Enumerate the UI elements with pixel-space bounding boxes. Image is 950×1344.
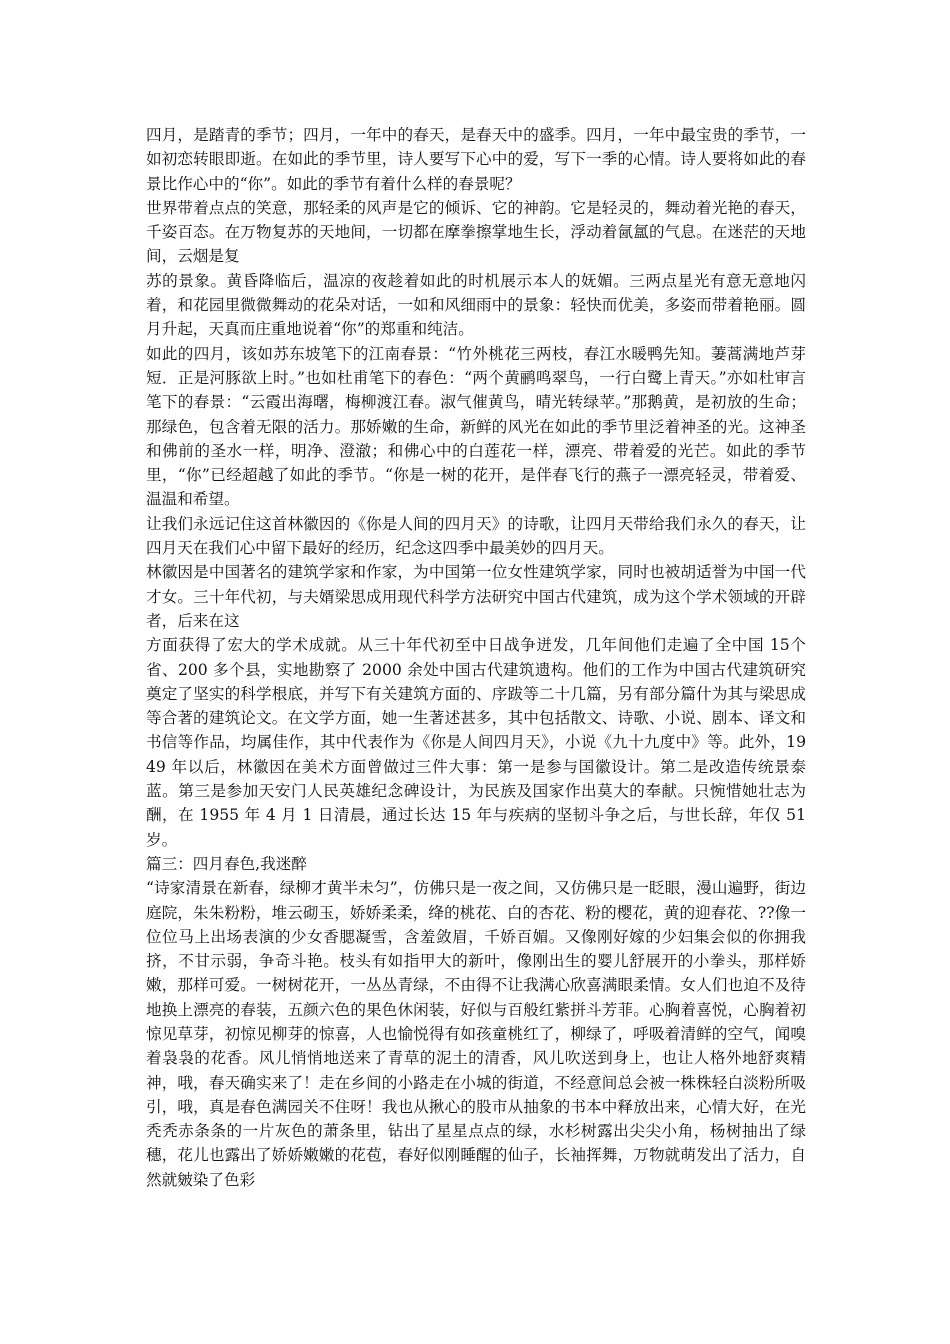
paragraph-1: 四月，是踏青的季节；四月，一年中的春天，是春天中的盛季。四月，一年中最宝贵的季节，一如初恋转眼即逝。在如此的季节里，诗人要写下心中的爱，写下一季的心情。诗人要将如此的春景比作心中的“你”。如此的季节有着什么样的春景呢？ <box>146 126 806 193</box>
paragraph-4: 如此的四月，该如苏东坡笔下的江南春景：“竹外桃花三两枝，春江水暖鸭先知。萋蒿满地芦芽短．正是河豚欲上时。”也如杜甫笔下的春色：“两个黄鹂鸣翠鸟，一行白鹭上青天。”亦如杜审言笔下的春景：“云霞出海曙，梅柳渡江春。淑气催黄鸟，晴光转绿苹。”那鹅黄，是初放的生命；那绿色，包含着无限的活力。那娇嫩的生命，新鲜的风光在如此的季节里泛着神圣的光。这神圣和佛前的圣水一样，明净、澄澈；和佛心中的白莲花一样，漂亮、带着爱的光芒。如此的季节里，“你”已经超越了如此的季节。“你是一树的花开，是伴春飞行的燕子一漂亮轻灵，带着爱、温温和希望。 <box>146 344 806 509</box>
section-heading: 篇三：四月春色,我迷醉 <box>146 854 307 873</box>
paragraph-5: 让我们永远记住这首林徽因的《你是人间的四月天》的诗歌，让四月天带给我们永久的春天，让四月天在我们心中留下最好的经历，纪念这四季中最美妙的四月天。 <box>146 514 806 558</box>
paragraph-2: 世界带着点点的笑意，那轻柔的风声是它的倾诉、它的神韵。它是轻灵的，舞动着光艳的春天，千姿百态。在万物复苏的天地间，一切都在摩拳擦掌地生长，浮动着氤氲的气息。在迷茫的天地间，云烟是复 <box>146 198 806 266</box>
paragraph-8: “诗家清景在新春，绿柳才黄半未匀”，仿佛只是一夜之间，又仿佛只是一眨眼，漫山遍野，街边庭院，朱朱粉粉，堆云砌玉，娇娇柔柔，绛的桃花、白的杏花、粉的樱花，黄的迎春花、??像一位位马上出场表演的少女香腮凝雪，含羞敛眉，千娇百媚。又像刚好嫁的少妇集会似的你拥我挤，不甘示弱，争奇斗艳。枝头有如指甲大的新叶，像刚出生的婴儿舒展开的小拳头，那样娇嫩，那样可爱。一树树花开，一丛丛青绿，不由得不让我满心欣喜满眼柔情。女人们也迫不及待地换上漂亮的春装，五颜六色的果色休闲装，好似与百般红紫拼斗芳菲。心胸着喜悦，心胸着初惊见草芽，初惊见柳芽的惊喜，人也愉悦得有如孩童桃红了，柳绿了，呼吸着清鲜的空气，闻嗅着袅袅的花香。风儿悄悄地送来了青草的泥土的清香，风儿吹送到身上，也让人格外地舒爽精神，哦，春天确实来了！走在乡间的小路走在小城的街道，不经意间总会被一株株轻白淡粉所吸引，哦，真是春色满园关不住呀！我也从揪心的股市从抽象的书本中释放出来，心情大好，在光秃秃赤条条的一片灰色的萧条里，钻出了星星点点的绿，水杉树露出尖尖小角，杨树抽出了绿穗，花儿也露出了娇娇嫩嫩的花苞，春好似刚睡醒的仙子，长袖挥舞，万物就萌发出了活力，自然就皴染了色彩 <box>146 879 806 1189</box>
paragraph-3: 苏的景象。黄昏降临后，温凉的夜趁着如此的时机展示本人的妩媚。三两点星光有意无意地闪着，和花园里微微舞动的花朵对话，一如和风细雨中的景象：轻快而优美，多姿而带着艳丽。圆月升起，天真而庄重地说着“你”的郑重和纯洁。 <box>146 271 806 339</box>
document-body <box>146 123 806 1192</box>
paragraph-6: 林徽因是中国著名的建筑学家和作家，为中国第一位女性建筑学家，同时也被胡适誉为中国一代才女。三十年代初，与夫婿梁思成用现代科学方法研究中国古代建筑，成为这个学术领域的开辟者，后来在这 <box>146 563 806 630</box>
paragraph-7: 方面获得了宏大的学术成就。从三十年代初至中日战争迸发，几年间他们走遍了全中国 15个省、200 多个县，实地勘察了 2000 余处中国古代建筑遗构。他们的工作为中国古代建筑研究奠定了坚实的科学根底，并写下有关建筑方面的、序跋等二十几篇，另有部分篇什为其与梁思成等合著的建筑论文。在文学方面，她一生著述甚多，其中包括散文、诗歌、小说、剧本、译文和书信等作品，均属佳作，其中代表作为《你是人间四月天》，小说《九十九度中》等。此外，1949 年以后，林徽因在美术方面曾做过三件大事：第一是参与国徽设计。第二是改造传统景泰蓝。第三是参加天安门人民英雄纪念碑设计，为民族及国家作出莫大的奉献。只惋惜她壮志为酬，在 1955 年 4 月 1 日清晨，通过长达 15 年与疾病的坚韧斗争之后，与世长辞，年仅 51 岁。 <box>146 636 806 849</box>
